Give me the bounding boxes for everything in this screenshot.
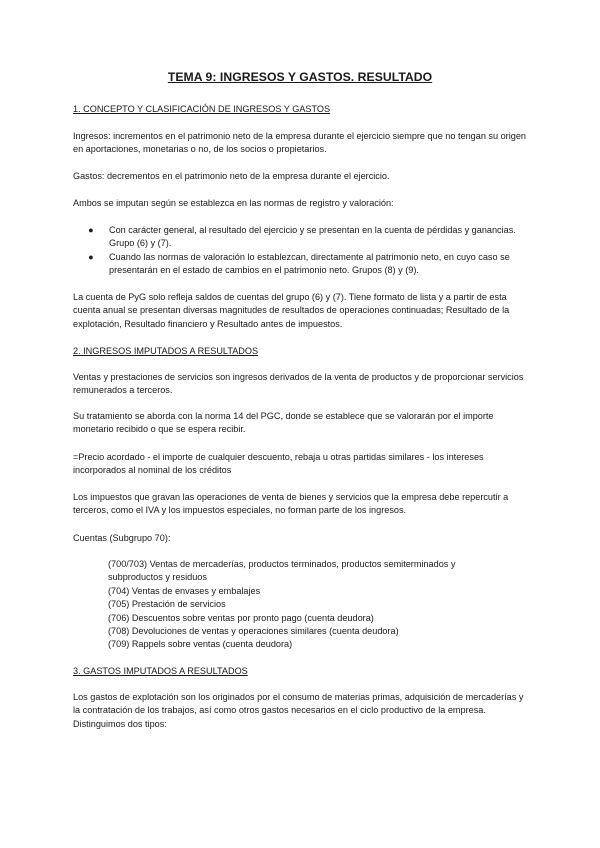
account-item: (700/703) Ventas de mercaderías, productos terminados, productos semiterminados y [108,559,456,569]
bullet-icon: ● [88,251,94,262]
paragraph-precio: =Precio acordado - el importe de cualquier descuento, rebaja u otras partidas similares - los intereses incorporados al nominal de los créditos [73,452,484,476]
account-item: (705) Prestación de servicios [108,599,226,610]
section-1-heading: 1. CONCEPTO Y CLASIFICACIÓN DE INGRESOS Y GASTOS [73,104,331,114]
bullet-icon: ● [88,225,94,235]
paragraph-explotacion: Los gastos de explotación son los originados por el consumo de materias primas, adquisición de mercaderías y la contratación de los trabajos, así como otros gastos necesarios en el ciclo productivo de la empresa. Distinguimos dos tipos: [73,692,524,729]
paragraph-impuestos: Los impuestos que gravan las operaciones de venta de bienes y servicios que la empresa debe repercutir a terceros, como el IVA y los impuestos especiales, no forman parte de los ingresos. [73,492,509,516]
account-item: (704) Ventas de envases y embalajes [108,585,261,596]
paragraph-tratamiento: Su tratamiento se aborda con la norma 14 del PGC, donde se establece que se valorarán por el importe monetario recibido o que se espera recibir. [73,411,494,435]
account-item: subproductos y residuos [108,572,207,583]
paragraph-gastos: Gastos: decrementos en el patrimonio neto de la empresa durante el ejercicio. [73,171,390,181]
paragraph-cuentas: Cuentas (Subgrupo 70): [73,533,171,543]
list-item-text: Con carácter general, al resultado del ejercicio y se presentan en la cuenta de pérdidas y ganancias. Grupo (6) y (7). [109,225,516,249]
list-item [88,251,528,278]
paragraph-ambos: Ambos se imputan según se establezca en las normas de registro y valoración: [73,198,394,208]
list-item-text: Cuando las normas de valoración lo establezcan, directamente al patrimonio neto, en cuyo caso se presentarán en el estado de cambios en el patrimonio neto. Grupos (8) y (9). [109,251,510,276]
paragraph-ingresos: Ingresos: incrementos en el patrimonio neto de la empresa durante el ejercicio siempre que no tengan su origen en aportaciones, monetarias o no, de los socios o propietarios. [73,131,526,155]
paragraph-pyg: La cuenta de PyG solo refleja saldos de cuentas del grupo (6) y (7). Tiene formato de lista y a partir de esta cuenta anual se presentan diversas magnitudes de resultados de operaciones continuadas; Resultado de la explotación, Resultado financiero y Resultado antes de impuestos. [73,292,510,329]
account-item: (708) Devoluciones de ventas y operaciones similares (cuenta deudora) [108,626,399,637]
account-item: (709) Rappels sobre ventas (cuenta deudora) [108,639,293,650]
page-title: TEMA 9: INGRESOS Y GASTOS. RESULTADO [167,70,433,84]
account-item: (706) Descuentos sobre ventas por pronto pago (cuenta deudora) [108,612,374,623]
bullet-list [88,224,528,278]
paragraph-ventas: Ventas y prestaciones de servicios son ingresos derivados de la venta de productos y de proporcionar servicios remunerados a terceros. [73,372,524,396]
accounts-list [108,558,528,652]
list-item [88,224,528,251]
section-2-heading: 2. INGRESOS IMPUTADOS A RESULTADOS [73,346,259,356]
section-3-heading: 3. GASTOS IMPUTADOS A RESULTADOS [73,666,248,676]
